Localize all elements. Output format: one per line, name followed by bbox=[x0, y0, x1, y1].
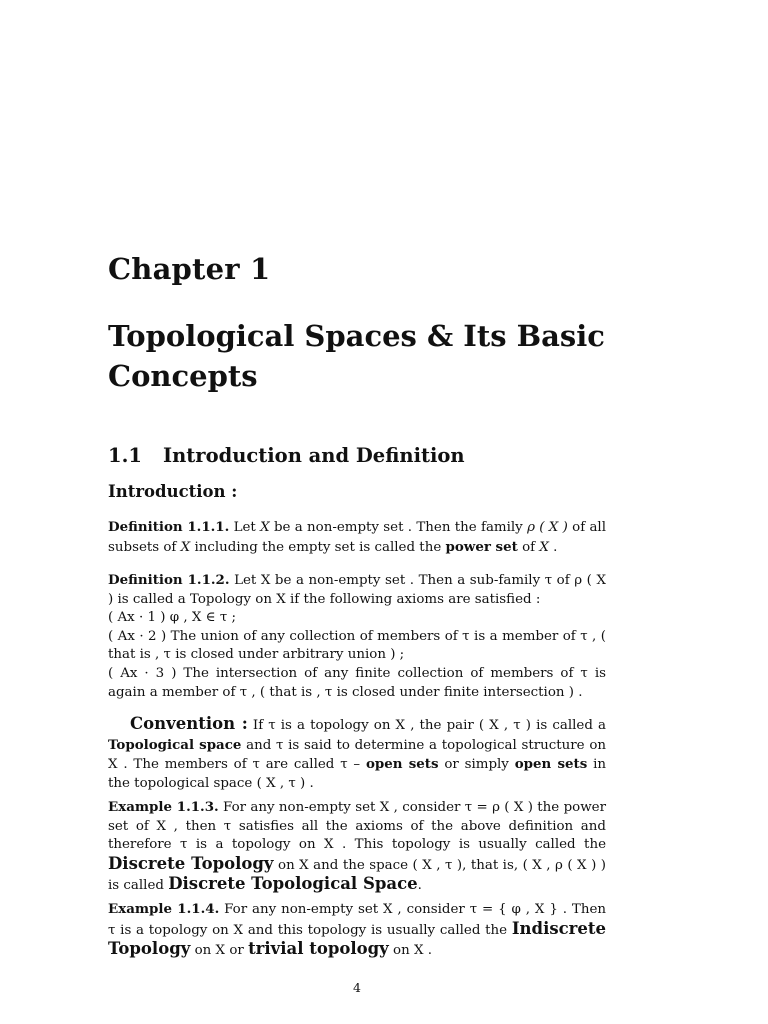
page-number: 4 bbox=[353, 980, 361, 995]
example-text: on X and the space ( X , τ ), that is, ( X , ρ ( X ) ) is called bbox=[108, 857, 606, 894]
convention bbox=[108, 715, 606, 793]
def-text: including the empty set is called the bbox=[190, 539, 446, 555]
example-1-1-4 bbox=[108, 900, 606, 961]
example-text: on X or bbox=[190, 943, 249, 959]
example-label: Example 1.1.3. bbox=[108, 799, 219, 815]
convention-text: or simply bbox=[438, 757, 515, 773]
convention-label: Convention : bbox=[130, 714, 248, 733]
term-topological-space: Topological space bbox=[108, 736, 242, 753]
axiom-1: ( Ax · 1 ) φ , X ∈ τ ; bbox=[108, 610, 237, 626]
def-text: Let bbox=[229, 520, 261, 535]
term-trivial-topology: trivial topology bbox=[248, 939, 389, 959]
term-indiscrete-topology: Indiscrete Topology bbox=[108, 918, 606, 959]
definition-label: Definition 1.1.1. bbox=[108, 519, 230, 535]
example-text: . bbox=[417, 878, 422, 894]
math-x: X bbox=[180, 539, 191, 555]
term-discrete-topological-space: Discrete Topological Space bbox=[168, 874, 418, 894]
math-x: X bbox=[260, 520, 270, 535]
example-text: For any non-empty set X , consider τ = { φ , X } . Then τ is a topology on X and this topology is usually called the bbox=[108, 902, 606, 938]
def-text: be a non-empty set . Then the family bbox=[269, 520, 528, 535]
example-text: on X . bbox=[388, 943, 433, 959]
def-text: . bbox=[548, 539, 558, 555]
introduction-heading: Introduction : bbox=[108, 482, 238, 501]
def-text: of bbox=[517, 539, 540, 555]
convention-text: and τ is said to determine a topological structure on X . The members of τ are called τ – bbox=[108, 737, 607, 773]
axiom-2: ( Ax · 2 ) The union of any collection of members of τ is a member of τ , ( that is , τ is closed under arbitrary union ) ; bbox=[108, 628, 606, 663]
term-discrete-topology: Discrete Topology bbox=[108, 853, 274, 873]
term-power-set: power set bbox=[445, 538, 518, 555]
example-text: For any non-empty set X , consider τ = ρ ( X ) the power set of X , then τ satisfies all the axioms of the above definition and therefore τ is a topology on X . This topology is usually called the bbox=[108, 800, 606, 853]
example-label: Example 1.1.4. bbox=[108, 901, 220, 917]
math-x: X bbox=[539, 539, 549, 555]
axiom-3: ( Ax · 3 ) The intersection of any finite collection of members of τ is again a member of τ , ( that is , τ is closed under finite intersection ) . bbox=[108, 665, 606, 700]
definition-1-1-1 bbox=[108, 518, 606, 557]
section-number: 1.1 bbox=[108, 444, 142, 467]
term-open-sets: open sets bbox=[514, 756, 588, 773]
definition-intro: Let X be a non-empty set . Then a sub-family τ of ρ ( X ) is called a Topology on X if the following axioms are satisfied : bbox=[108, 573, 606, 607]
definition-label: Definition 1.1.2. bbox=[108, 572, 230, 588]
definition-1-1-2 bbox=[108, 571, 606, 702]
chapter-label: Chapter 1 bbox=[108, 252, 271, 286]
example-1-1-3 bbox=[108, 798, 606, 896]
convention-text: in the topological space ( X , τ ) . bbox=[108, 757, 606, 791]
section-title: Introduction and Definition bbox=[163, 444, 465, 467]
def-text: of all subsets of bbox=[108, 520, 606, 555]
section-heading bbox=[108, 444, 465, 467]
math-rho-x: ρ ( X ) bbox=[527, 520, 568, 535]
convention-text: If τ is a topology on X , the pair ( X , τ ) is called a bbox=[247, 718, 606, 733]
term-open-sets: open sets bbox=[365, 756, 439, 773]
chapter-title: Topological Spaces & Its Basic Concepts bbox=[108, 319, 605, 393]
